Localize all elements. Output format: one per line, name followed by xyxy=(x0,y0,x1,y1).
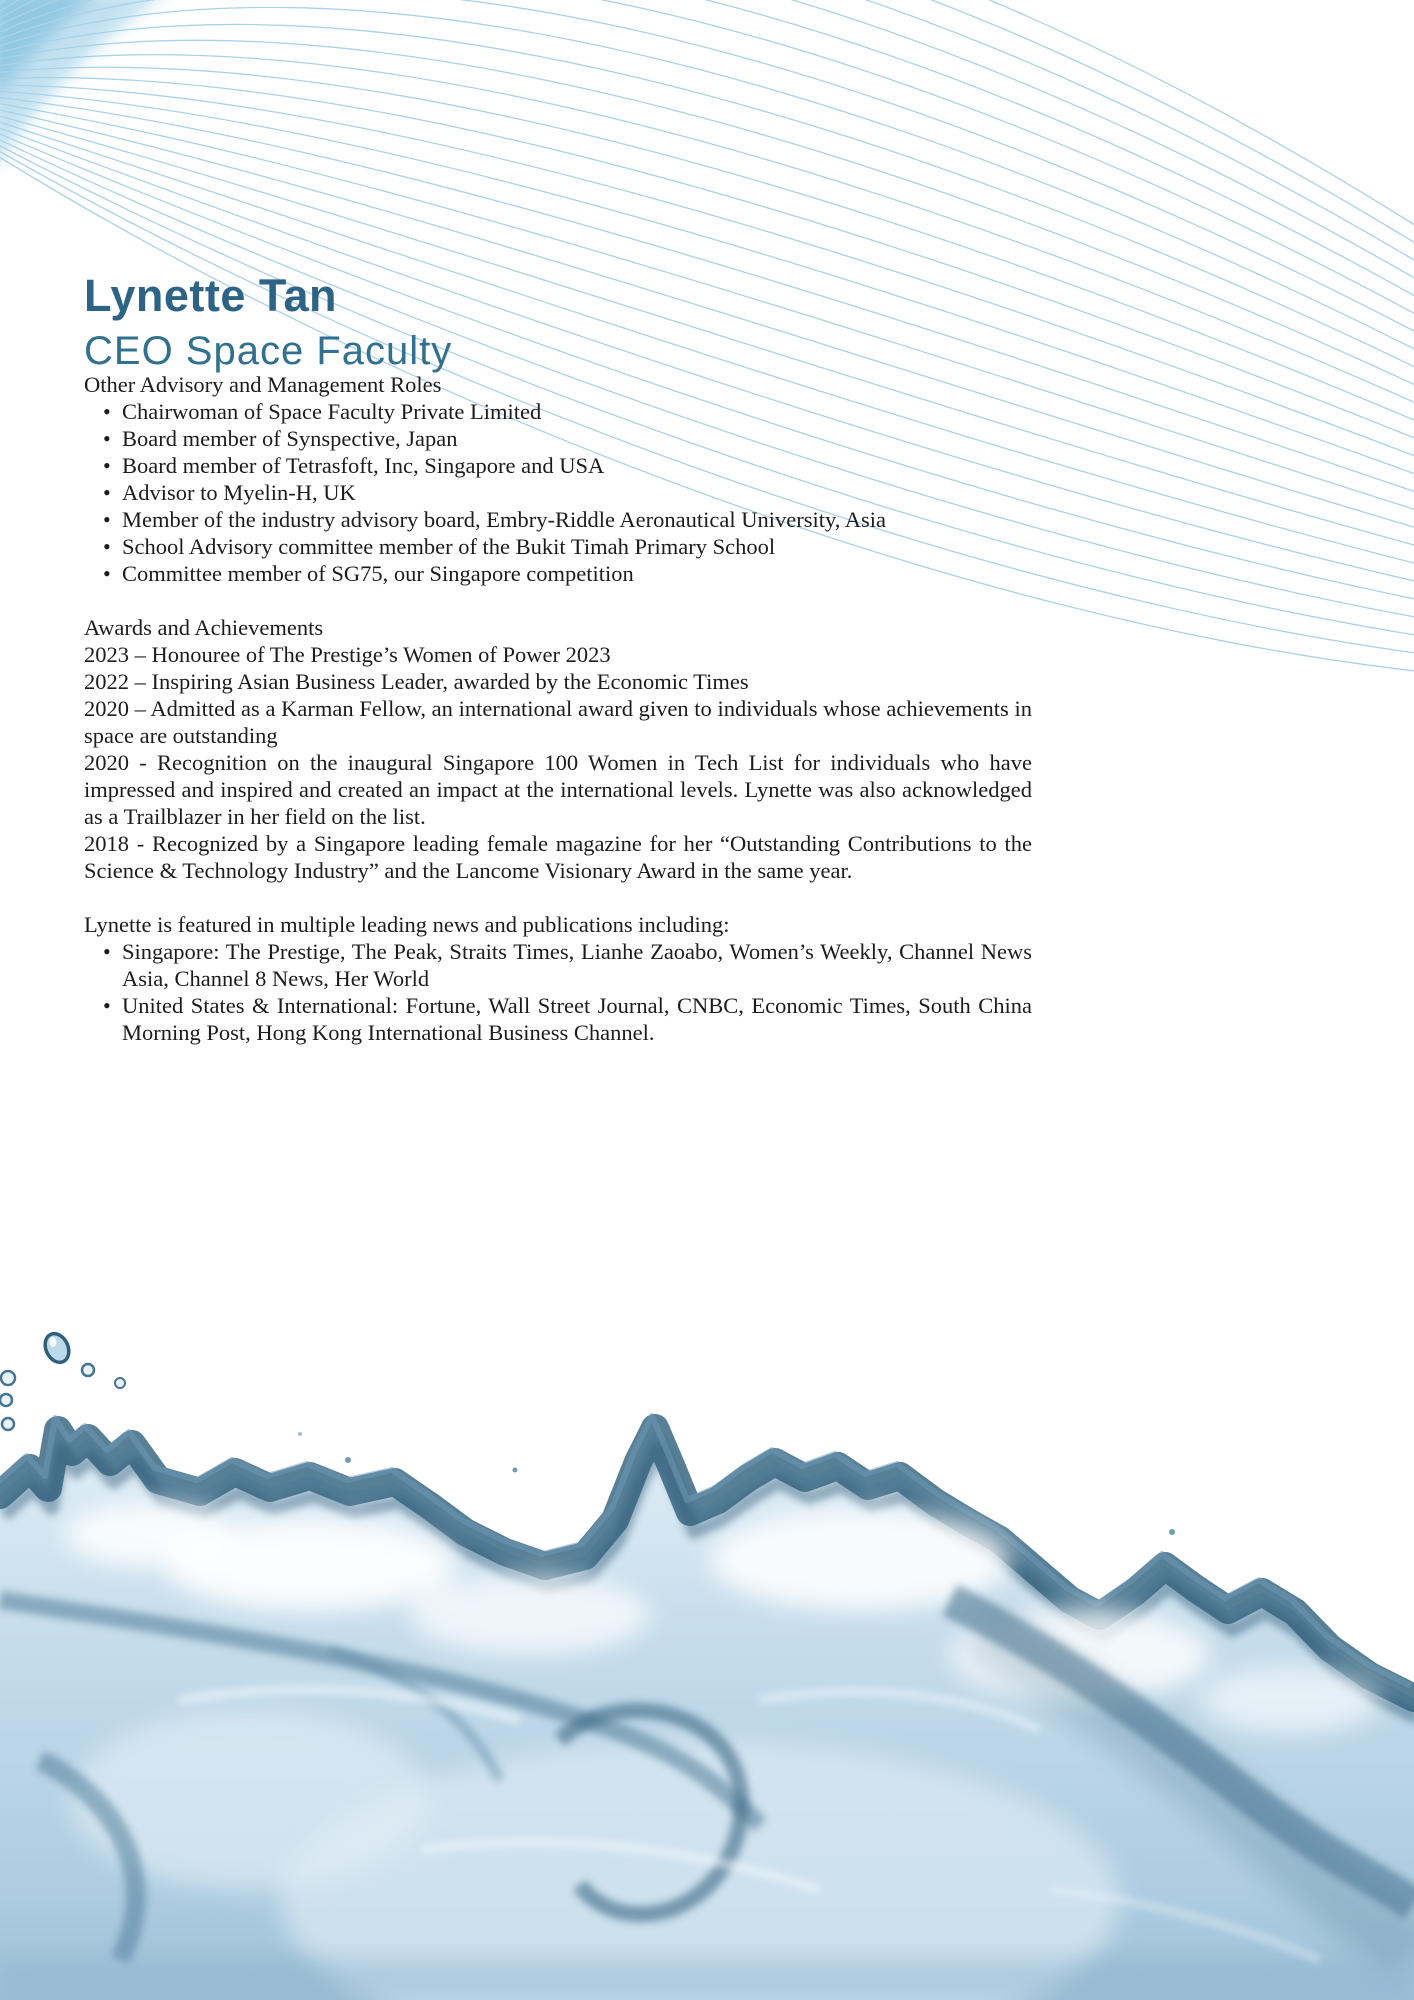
list-item: • School Advisory committee member of the Bukit Timah Primary School xyxy=(84,533,1032,560)
award-entry: 2022 – Inspiring Asian Business Leader, awarded by the Economic Times xyxy=(84,669,749,694)
water-folds xyxy=(0,1600,1414,2000)
list-item: • Member of the industry advisory board, Embry-Riddle Aeronautical University, Asia xyxy=(84,506,1032,533)
media-heading: Lynette is featured in multiple leading news and publications including: xyxy=(84,912,730,937)
water-splash-image xyxy=(0,1300,1414,2000)
list-item: • Singapore: The Prestige, The Peak, Straits Times, Lianhe Zaoabo, Women’s Weekly, Channel News Asia, Channel 8 News, Her World xyxy=(84,938,1032,992)
person-title: CEO Space Faculty xyxy=(84,329,453,374)
award-entry: 2020 – Admitted as a Karman Fellow, an international award given to individuals whose achievements in space are outstanding xyxy=(84,696,1032,748)
foam-patches xyxy=(65,1503,1380,2000)
list-item: • Board member of Tetrasfoft, Inc, Singapore and USA xyxy=(84,452,1032,479)
media-list xyxy=(84,938,1032,1046)
water-body xyxy=(0,1428,1414,2000)
award-entry: 2018 - Recognized by a Singapore leading female magazine for her “Outstanding Contributions to the Science & Technology Industry” and the Lancome Visionary Award in the same year. xyxy=(84,831,1032,883)
bio-content xyxy=(84,371,1032,1046)
list-item: • Chairwoman of Space Faculty Private Limited xyxy=(84,398,1032,425)
roles-heading: Other Advisory and Management Roles xyxy=(84,372,442,397)
water-highlights xyxy=(180,1690,1320,1960)
award-entry: 2020 - Recognition on the inaugural Singapore 100 Women in Tech List for individuals who have impressed and inspired and created an impact at the international levels. Lynette was also acknowledged as a Trailblazer in her field on the list. xyxy=(84,750,1032,829)
roles-list xyxy=(84,398,1032,587)
list-item: • Advisor to Myelin-H, UK xyxy=(84,479,1032,506)
person-name: Lynette Tan xyxy=(84,270,338,322)
corner-wedge xyxy=(0,0,170,175)
award-entry: 2023 – Honouree of The Prestige’s Women of Power 2023 xyxy=(84,642,611,667)
list-item: • United States & International: Fortune, Wall Street Journal, CNBC, Economic Times, South China Morning Post, Hong Kong International Business Channel. xyxy=(84,992,1032,1046)
list-item: • Board member of Synspective, Japan xyxy=(84,425,1032,452)
spacer xyxy=(84,884,1032,911)
awards-heading: Awards and Achievements xyxy=(84,615,324,640)
water-droplets xyxy=(0,1330,1175,1535)
corner-wedge-core xyxy=(0,0,100,105)
spacer xyxy=(84,587,1032,614)
list-item: • Committee member of SG75, our Singapore competition xyxy=(84,560,1032,587)
